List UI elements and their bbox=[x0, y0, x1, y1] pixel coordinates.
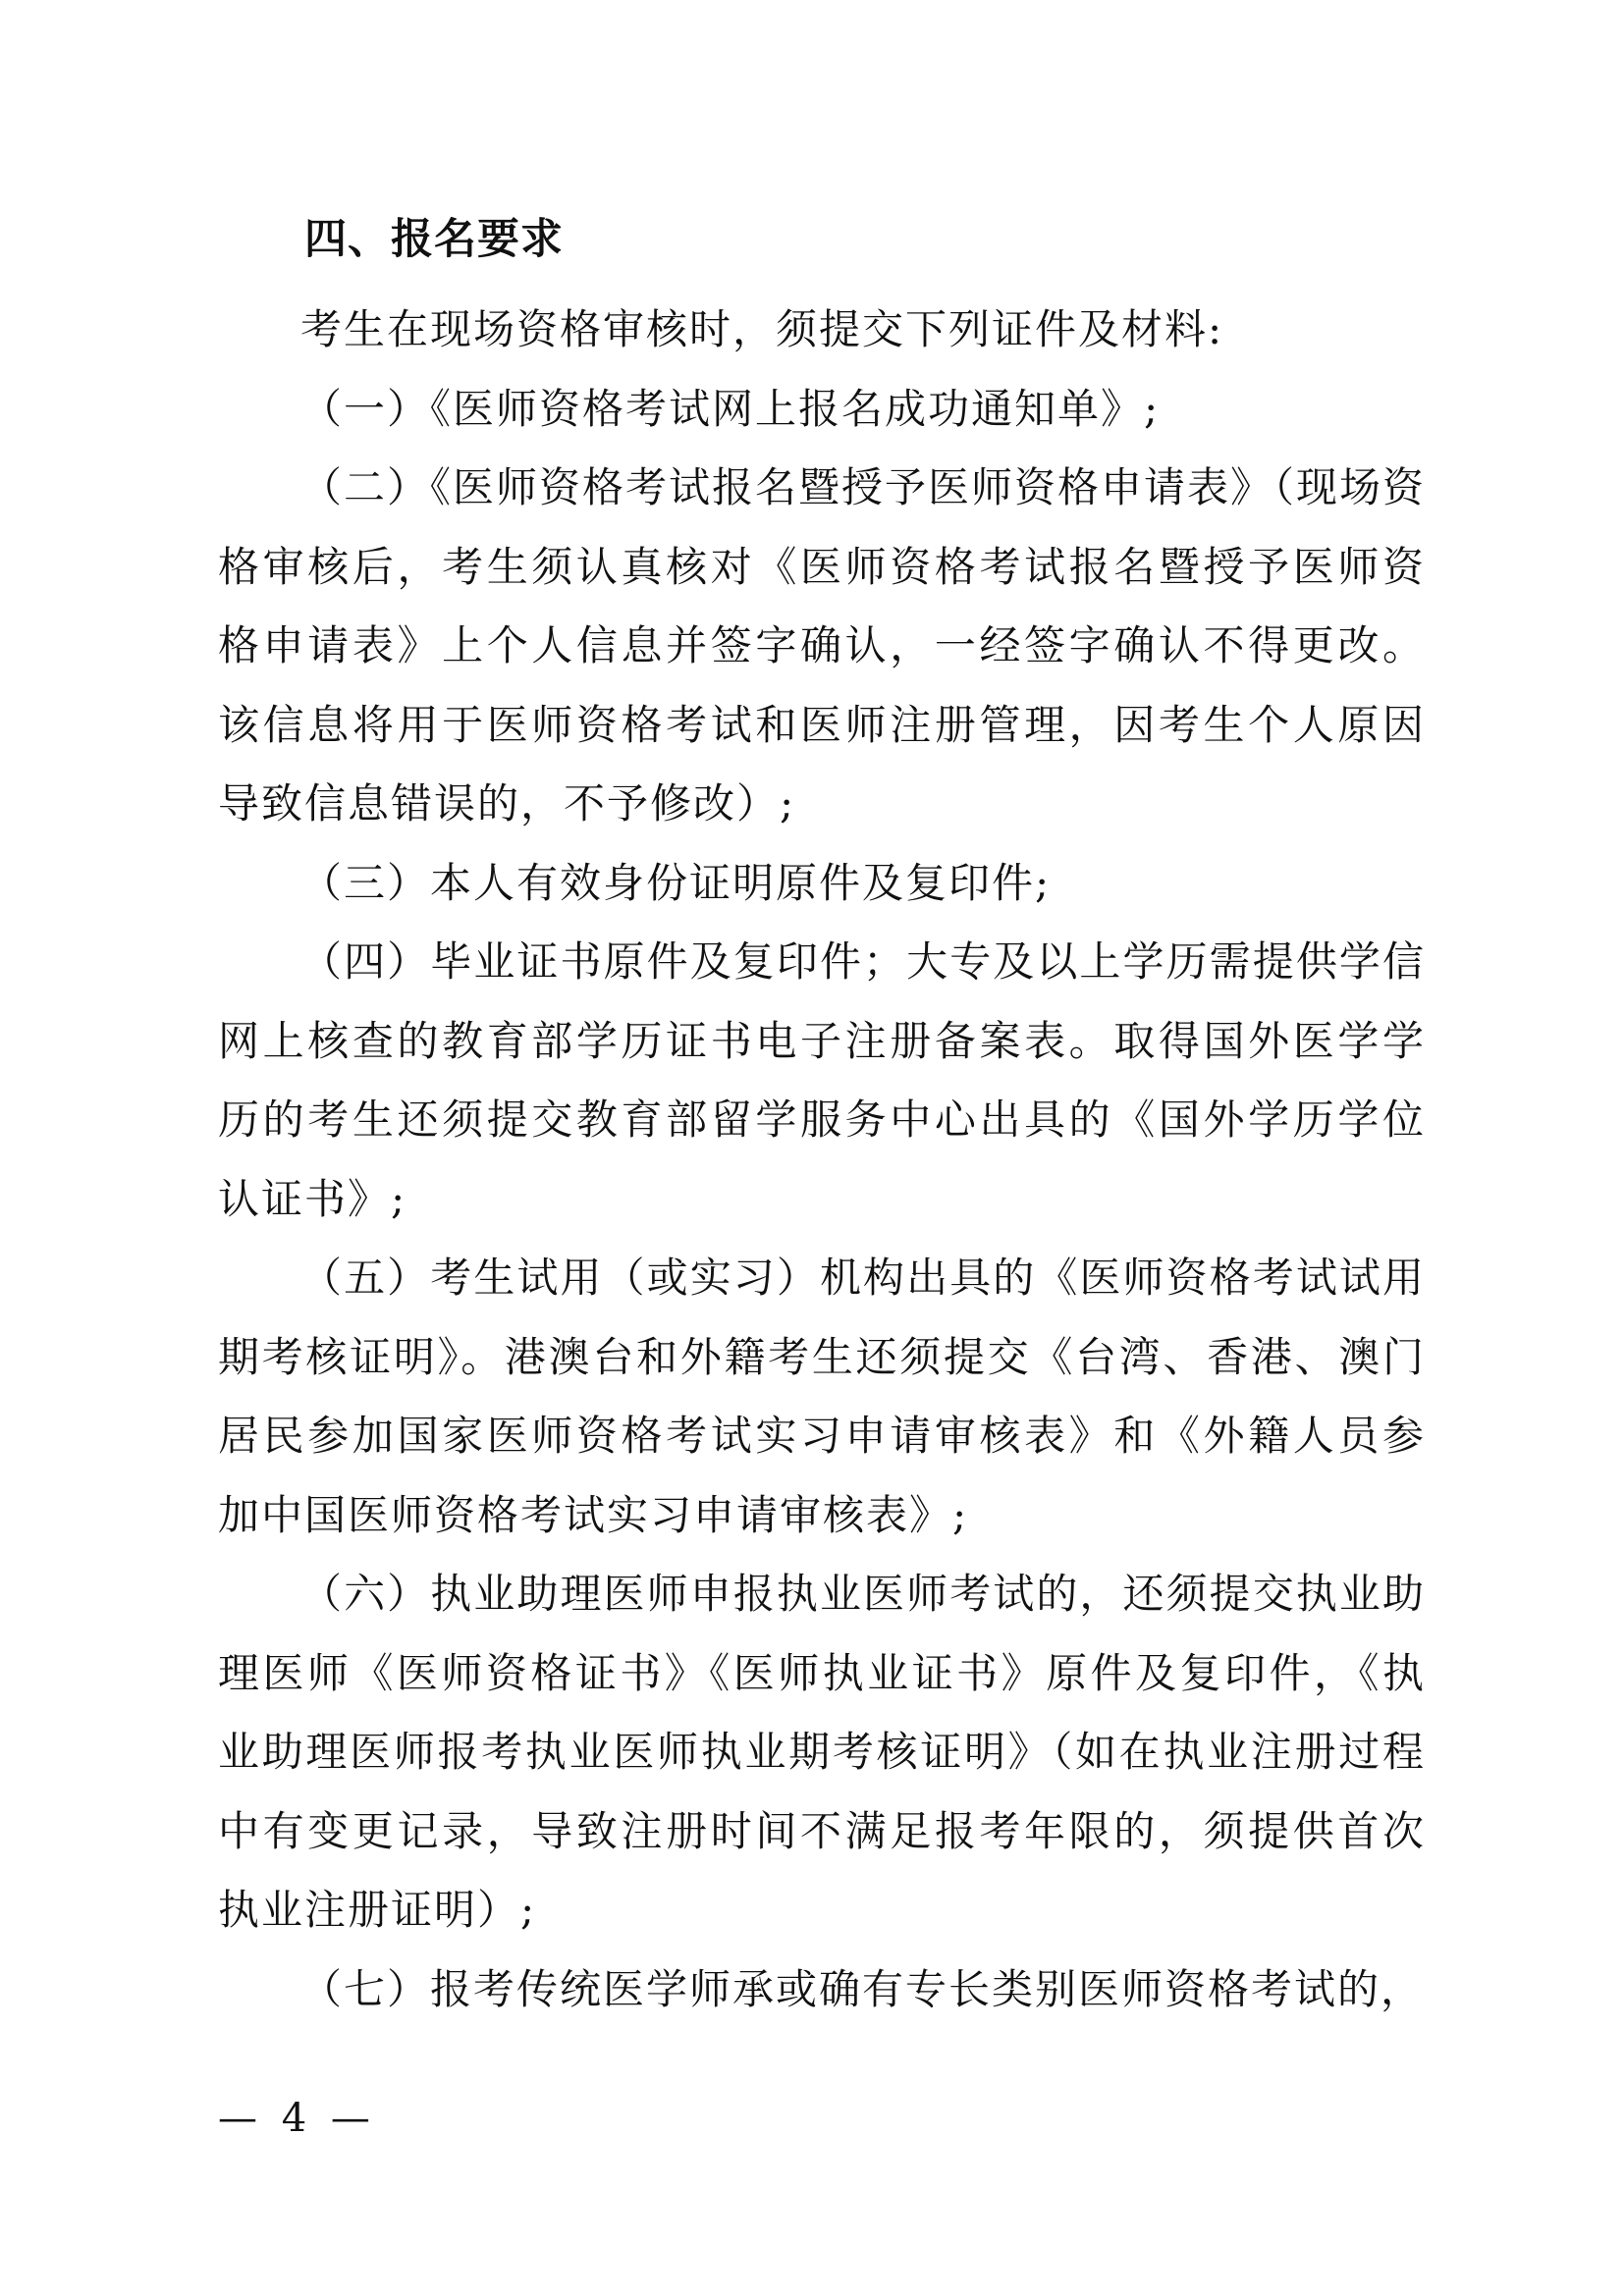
paragraph-item-5: （五）考生试用（或实习）机构出具的《医师资格考试试用期考核证明》。港澳台和外籍考生还须提交《台湾、香港、澳门居民参加国家医师资格考试实习申请审核表》和《外籍人员参加中国医师资格考试实习申请审核表》; bbox=[218, 1254, 1426, 1539]
document-body bbox=[218, 291, 1426, 2029]
paragraph-item-2: （二）《医师资格考试报名暨授予医师资格申请表》（现场资格审核后，考生须认真核对《医师资格考试报名暨授予医师资格申请表》上个人信息并签字确认，一经签字确认不得更改。该信息将用于医师资格考试和医师注册管理，因考生个人原因导致信息错误的，不予修改）; bbox=[218, 463, 1427, 828]
paragraph-intro: 考生在现场资格审核时，须提交下列证件及材料: bbox=[300, 305, 1224, 353]
paragraph-item-6: （六）执业助理医师申报执业医师考试的，还须提交执业助理医师《医师资格证书》《医师执业证书》原件及复印件，《执业助理医师报考执业医师执业期考核证明》（如在执业注册过程中有变更记录，导致注册时间不满足报考年限的，须提供首次执业注册证明）; bbox=[218, 1570, 1426, 1934]
paragraph-item-7: （七）报考传统医学师承或确有专长类别医师资格考试的， bbox=[300, 1964, 1425, 2013]
section-heading: 四、报名要求 bbox=[304, 215, 564, 264]
paragraph-item-3: （三）本人有效身份证明原件及复印件; bbox=[300, 858, 1052, 907]
page-number: — 4 — bbox=[218, 2096, 376, 2141]
paragraph-item-4: （四）毕业证书原件及复印件；大专及以上学历需提供学信网上核查的教育部学历证书电子注册备案表。取得国外医学学历的考生还须提交教育部留学服务中心出具的《国外学历学位认证书》; bbox=[218, 937, 1426, 1223]
paragraph-item-1: （一）《医师资格考试网上报名成功通知单》; bbox=[300, 384, 1161, 433]
